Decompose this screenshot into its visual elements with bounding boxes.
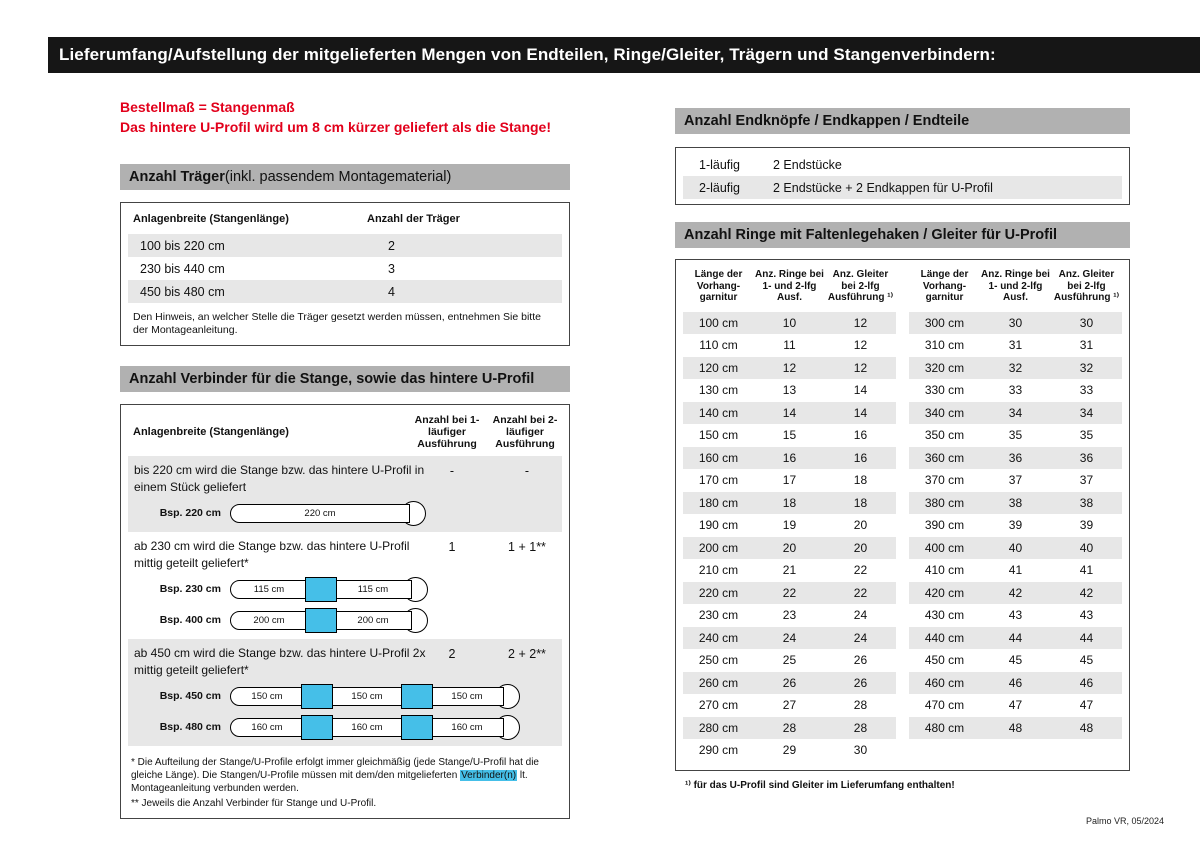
- page-title-bar: [48, 37, 1200, 73]
- rod-segment: 150 cm: [330, 687, 404, 706]
- endteile-table: [675, 147, 1130, 205]
- rings-gleiter-cell: 24: [853, 630, 868, 645]
- rings-ringe-cell: 28: [782, 720, 797, 735]
- rings-col1-header: Länge der Vorhang-garnitur: [694, 269, 743, 303]
- page-footer: Palmo VR, 05/2024: [1085, 816, 1164, 826]
- rings-row: [909, 334, 1122, 357]
- footnote1-post: lt. Montageanleitung verbunden werden.: [131, 770, 528, 794]
- rings-gleiter-cell: 26: [853, 653, 868, 668]
- rings-gleiter-cell: 14: [853, 405, 868, 420]
- rings-length-cell: 100 cm: [698, 315, 739, 330]
- rings-row: [909, 537, 1122, 560]
- rings-ringe-cell: 31: [1008, 338, 1023, 353]
- rings-gleiter-cell: 45: [1079, 653, 1094, 668]
- traeger-col1-header: Anlagenbreite (Stangenlänge): [133, 213, 289, 225]
- verbinder-sections: [121, 456, 569, 746]
- rings-length-cell: 480 cm: [924, 720, 965, 735]
- rings-length-cell: 360 cm: [924, 450, 965, 465]
- rings-gleiter-cell: 30: [1079, 315, 1094, 330]
- rings-ringe-cell: 33: [1008, 383, 1023, 398]
- rings-row: [909, 672, 1122, 695]
- rings-gleiter-cell: 16: [853, 450, 868, 465]
- rings-row: [683, 357, 896, 380]
- rings-length-cell: 120 cm: [698, 360, 739, 375]
- rings-gleiter-cell: 39: [1079, 518, 1094, 533]
- rings-length-cell: 240 cm: [698, 630, 739, 645]
- rings-length-cell: 140 cm: [698, 405, 739, 420]
- rod-example-row: [128, 713, 562, 741]
- rings-length-cell: 270 cm: [698, 698, 739, 713]
- ringe-heading-text: Anzahl Ringe mit Faltenlegehaken / Gleiter für U-Profil: [684, 227, 1058, 243]
- rings-length-cell: 300 cm: [924, 315, 965, 330]
- rings-ringe-cell: 30: [1008, 315, 1023, 330]
- endteile-row: [683, 176, 1122, 199]
- rings-ringe-cell: 19: [782, 518, 797, 533]
- rings-gleiter-cell: 43: [1079, 608, 1094, 623]
- rings-col1-header: Länge der Vorhang-garnitur: [920, 269, 969, 303]
- rings-length-cell: 310 cm: [924, 338, 965, 353]
- rod-connector-icon: [301, 715, 333, 740]
- rod-connector-icon: [305, 608, 337, 633]
- rings-row: [683, 334, 896, 357]
- rings-table1-body: [683, 312, 896, 762]
- rings-table1-header: [683, 266, 896, 312]
- rings-length-cell: 290 cm: [698, 743, 739, 758]
- rings-ringe-cell: 10: [782, 315, 797, 330]
- rings-length-cell: 420 cm: [924, 585, 965, 600]
- rings-row: [683, 694, 896, 717]
- rings-row: [683, 739, 896, 762]
- verbinder-section: [128, 456, 562, 532]
- rings-gleiter-cell: 22: [853, 585, 868, 600]
- rings-row: [683, 312, 896, 335]
- rings-row: [909, 514, 1122, 537]
- rings-gleiter-cell: 42: [1079, 585, 1094, 600]
- traeger-heading-bold: Anzahl Träger: [129, 169, 225, 185]
- rings-row: [683, 627, 896, 650]
- rings-gleiter-cell: 18: [853, 495, 868, 510]
- verbinder-section-text: ab 450 cm wird die Stange bzw. das hintere U-Profil 2x mittig geteilt geliefert*: [134, 646, 426, 677]
- rings-row: [683, 559, 896, 582]
- rod-example-row: [128, 682, 562, 710]
- endteile-value-cell: 2 Endstücke: [773, 157, 842, 172]
- footnote1-pre: * Die Aufteilung der Stange/U-Profile erfolgt immer gleichmäßig (jede Stange/U-Profil hat die gleiche Länge). Die Stangen/U-Profile müssen mit dem/den mitgelieferten: [131, 757, 539, 781]
- rod-connector-icon: [401, 684, 433, 709]
- rings-table-2: [909, 266, 1122, 762]
- rings-length-cell: 200 cm: [698, 540, 739, 555]
- rod-connector-icon: [401, 715, 433, 740]
- rings-ringe-cell: 20: [782, 540, 797, 555]
- ringe-heading: [675, 222, 1130, 248]
- rod-segment: 115 cm: [334, 580, 412, 599]
- rings-row: [683, 672, 896, 695]
- traeger-row: [128, 280, 562, 303]
- rings-ringe-cell: 38: [1008, 495, 1023, 510]
- verbinder-section: [128, 532, 562, 639]
- rings-row: [683, 514, 896, 537]
- order-notice: [120, 97, 570, 137]
- rings-length-cell: 250 cm: [698, 653, 739, 668]
- rings-row: [909, 492, 1122, 515]
- rings-row: [909, 559, 1122, 582]
- rings-gleiter-cell: 20: [853, 540, 868, 555]
- traeger-count-cell: 2: [388, 238, 395, 253]
- rod-segment: 160 cm: [330, 718, 404, 737]
- rod-segment: 200 cm: [230, 611, 308, 630]
- traeger-heading-rest: (inkl. passendem Montagematerial): [224, 169, 452, 185]
- rings-row: [909, 402, 1122, 425]
- rings-length-cell: 380 cm: [924, 495, 965, 510]
- rings-length-cell: 350 cm: [924, 428, 965, 443]
- rings-row: [683, 447, 896, 470]
- rings-col3-header: Anz. Gleiter bei 2-lfg Ausführung ¹⁾: [827, 269, 894, 303]
- footnote1-highlight: Verbinder(n): [461, 770, 517, 781]
- rod-example-label: Bsp. 450 cm: [159, 690, 221, 702]
- rings-gleiter-cell: 30: [853, 743, 868, 758]
- rings-ringe-cell: 41: [1008, 563, 1023, 578]
- rings-col2-header: Anz. Ringe bei 1- und 2-lfg Ausf.: [755, 269, 824, 303]
- rod-example-label: Bsp. 230 cm: [159, 583, 221, 595]
- rings-table-1: [683, 266, 896, 762]
- rings-ringe-cell: 39: [1008, 518, 1023, 533]
- rings-length-cell: 210 cm: [698, 563, 739, 578]
- rod-connector-icon: [305, 577, 337, 602]
- endteile-type-cell: 2-läufig: [699, 180, 740, 195]
- rings-row: [909, 447, 1122, 470]
- rings-gleiter-cell: 12: [853, 360, 868, 375]
- verbinder-count-1lfg: -: [449, 464, 455, 478]
- rings-ringe-cell: 27: [782, 698, 797, 713]
- endteile-heading: [675, 108, 1130, 134]
- rings-table2-body: [909, 312, 1122, 740]
- rod-diagram: [230, 608, 428, 633]
- rings-length-cell: 370 cm: [924, 473, 965, 488]
- rings-ringe-cell: 25: [782, 653, 797, 668]
- rings-length-cell: 110 cm: [699, 338, 738, 353]
- rod-segment: 200 cm: [334, 611, 412, 630]
- rings-length-cell: 160 cm: [698, 450, 739, 465]
- traeger-row: [128, 257, 562, 280]
- rings-length-cell: 410 cm: [924, 563, 965, 578]
- rings-row: [683, 537, 896, 560]
- rings-gleiter-cell: 47: [1079, 698, 1094, 713]
- rings-length-cell: 260 cm: [698, 675, 739, 690]
- rings-row: [683, 379, 896, 402]
- rings-length-cell: 330 cm: [924, 383, 965, 398]
- rings-gleiter-cell: 40: [1079, 540, 1094, 555]
- verbinder-footnote-1: [131, 756, 559, 795]
- rings-ringe-cell: 18: [782, 495, 797, 510]
- verbinder-section-text: ab 230 cm wird die Stange bzw. das hintere U-Profil mittig geteilt geliefert*: [134, 539, 410, 570]
- rod-segment: 115 cm: [230, 580, 308, 599]
- rings-length-cell: 440 cm: [924, 630, 965, 645]
- rod-segment: 150 cm: [230, 687, 304, 706]
- traeger-count-cell: 3: [388, 261, 395, 276]
- rings-row: [683, 582, 896, 605]
- rings-gleiter-cell: 22: [853, 563, 868, 578]
- rod-example-row: [128, 499, 562, 527]
- rings-row: [909, 379, 1122, 402]
- rod-segment: 160 cm: [230, 718, 304, 737]
- rod-example-row: [128, 606, 562, 634]
- rings-ringe-cell: 43: [1008, 608, 1023, 623]
- rings-ringe-cell: 11: [783, 338, 796, 353]
- rings-row: [909, 357, 1122, 380]
- rings-ringe-cell: 23: [782, 608, 797, 623]
- rings-col3-header: Anz. Gleiter bei 2-lfg Ausführung ¹⁾: [1053, 269, 1120, 303]
- rings-row: [683, 492, 896, 515]
- verbinder-col1-header: Anlagenbreite (Stangenlänge): [133, 426, 289, 438]
- rings-ringe-cell: 26: [782, 675, 797, 690]
- rod-segment: 160 cm: [430, 718, 504, 737]
- rings-ringe-cell: 37: [1008, 473, 1023, 488]
- verbinder-heading-text: Anzahl Verbinder für die Stange, sowie das hintere U-Profil: [129, 371, 535, 387]
- rings-gleiter-cell: 32: [1079, 360, 1094, 375]
- rings-gleiter-cell: 16: [853, 428, 868, 443]
- rings-gleiter-cell: 14: [853, 383, 868, 398]
- endteile-table-body: [676, 153, 1129, 199]
- rod-diagram: [230, 577, 428, 602]
- rings-length-cell: 450 cm: [924, 653, 965, 668]
- traeger-heading: [120, 164, 570, 190]
- rings-length-cell: 340 cm: [924, 405, 965, 420]
- endteile-value-cell: 2 Endstücke + 2 Endkappen für U-Profil: [773, 180, 993, 195]
- rings-gleiter-cell: 46: [1079, 675, 1094, 690]
- rings-row: [683, 717, 896, 740]
- verbinder-table: [120, 404, 570, 819]
- verbinder-section-text: bis 220 cm wird die Stange bzw. das hintere U-Profil in einem Stück geliefert: [134, 463, 425, 494]
- verbinder-col2-header: Anzahl bei 1-läufiger Ausführung: [414, 414, 480, 450]
- traeger-range-cell: 230 bis 440 cm: [140, 261, 225, 276]
- verbinder-footnote-2: ** Jeweils die Anzahl Verbinder für Stange und U-Profil.: [131, 798, 377, 809]
- rings-gleiter-cell: 28: [853, 720, 868, 735]
- endteile-heading-text: Anzahl Endknöpfe / Endkappen / Endteile: [684, 113, 970, 129]
- rings-length-cell: 190 cm: [698, 518, 739, 533]
- rings-ringe-cell: 17: [782, 473, 797, 488]
- rings-ringe-cell: 48: [1008, 720, 1023, 735]
- rings-ringe-cell: 42: [1008, 585, 1023, 600]
- verbinder-col3-header: Anzahl bei 2-läufiger Ausführung: [492, 414, 558, 450]
- rod-example-label: Bsp. 480 cm: [159, 721, 221, 733]
- rings-row: [909, 312, 1122, 335]
- verbinder-count-1lfg: 2: [448, 647, 456, 661]
- rod-segment: 220 cm: [230, 504, 410, 523]
- rod-segment: 150 cm: [430, 687, 504, 706]
- rings-ringe-cell: 22: [782, 585, 797, 600]
- verbinder-table-header: [121, 405, 569, 456]
- rings-gleiter-cell: 38: [1079, 495, 1094, 510]
- rings-ringe-cell: 21: [782, 563, 797, 578]
- rings-length-cell: 320 cm: [924, 360, 965, 375]
- rings-ringe-cell: 45: [1008, 653, 1023, 668]
- verbinder-section: [128, 639, 562, 746]
- rings-length-cell: 460 cm: [924, 675, 965, 690]
- rod-example-label: Bsp. 400 cm: [159, 614, 221, 626]
- rings-row: [683, 649, 896, 672]
- traeger-col2-header: Anzahl der Träger: [367, 213, 460, 225]
- verbinder-count-2lfg: 1 + 1**: [508, 540, 546, 554]
- rings-ringe-cell: 32: [1008, 360, 1023, 375]
- rings-ringe-cell: 44: [1008, 630, 1023, 645]
- rod-diagram: [230, 684, 520, 709]
- rings-row: [909, 627, 1122, 650]
- rings-gleiter-cell: 12: [853, 338, 868, 353]
- rings-ringe-cell: 47: [1008, 698, 1023, 713]
- rings-gleiter-cell: 24: [853, 608, 868, 623]
- rings-gleiter-cell: 36: [1079, 450, 1094, 465]
- rings-ringe-cell: 15: [782, 428, 797, 443]
- rings-gleiter-cell: 31: [1079, 338, 1094, 353]
- notice-line1: Bestellmaß = Stangenmaß: [120, 99, 295, 115]
- rings-length-cell: 180 cm: [698, 495, 739, 510]
- rings-length-cell: 390 cm: [924, 518, 965, 533]
- traeger-table-header: [121, 209, 569, 234]
- rings-ringe-cell: 12: [782, 360, 797, 375]
- rings-row: [909, 604, 1122, 627]
- rod-diagram: [230, 715, 520, 740]
- rings-ringe-cell: 13: [782, 383, 797, 398]
- rings-gleiter-cell: 44: [1079, 630, 1094, 645]
- rings-ringe-cell: 24: [782, 630, 797, 645]
- rings-footnote: ¹⁾ für das U-Profil sind Gleiter im Lieferumfang enthalten!: [685, 779, 955, 791]
- traeger-table: [120, 202, 570, 346]
- rod-diagram: [230, 501, 426, 526]
- rings-gleiter-cell: 18: [853, 473, 868, 488]
- rings-ringe-cell: 35: [1008, 428, 1023, 443]
- rings-row: [909, 424, 1122, 447]
- verbinder-heading: [120, 366, 570, 392]
- traeger-range-cell: 450 bis 480 cm: [140, 284, 225, 299]
- rings-length-cell: 280 cm: [698, 720, 739, 735]
- rings-gleiter-cell: 26: [853, 675, 868, 690]
- rings-length-cell: 470 cm: [924, 698, 965, 713]
- rings-ringe-cell: 16: [782, 450, 797, 465]
- rings-row: [909, 469, 1122, 492]
- rings-row: [909, 717, 1122, 740]
- notice-line2: Das hintere U-Profil wird um 8 cm kürzer geliefert als die Stange!: [120, 119, 552, 135]
- rings-gleiter-cell: 35: [1079, 428, 1094, 443]
- rings-ringe-cell: 29: [782, 743, 797, 758]
- rings-gleiter-cell: 12: [853, 315, 868, 330]
- left-column: [120, 97, 570, 819]
- traeger-note: Den Hinweis, an welcher Stelle die Träger gesetzt werden müssen, entnehmen Sie bitte der Montageanleitung.: [133, 311, 541, 336]
- rings-ringe-cell: 34: [1008, 405, 1023, 420]
- endteile-row: [683, 153, 1122, 176]
- rings-length-cell: 130 cm: [698, 383, 739, 398]
- rings-length-cell: 150 cm: [698, 428, 739, 443]
- traeger-row: [128, 234, 562, 257]
- rings-row: [683, 469, 896, 492]
- rings-ringe-cell: 14: [782, 405, 797, 420]
- rings-gleiter-cell: 34: [1079, 405, 1094, 420]
- verbinder-count-2lfg: 2 + 2**: [508, 647, 546, 661]
- rings-row: [909, 582, 1122, 605]
- rod-connector-icon: [301, 684, 333, 709]
- rings-row: [683, 402, 896, 425]
- rings-gleiter-cell: 28: [853, 698, 868, 713]
- page-title: Lieferumfang/Aufstellung der mitgelieferten Mengen von Endteilen, Ringe/Gleiter, Trägern und Stangenverbindern:: [59, 45, 996, 64]
- rings-gleiter-cell: 20: [853, 518, 868, 533]
- right-column: [675, 108, 1130, 791]
- rings-gleiter-cell: 48: [1079, 720, 1094, 735]
- rings-ringe-cell: 46: [1008, 675, 1023, 690]
- rings-length-cell: 430 cm: [924, 608, 965, 623]
- verbinder-count-2lfg: -: [524, 464, 530, 478]
- rings-ringe-cell: 36: [1008, 450, 1023, 465]
- rings-length-cell: 220 cm: [698, 585, 739, 600]
- verbinder-footnotes: [121, 746, 569, 818]
- rings-gleiter-cell: 37: [1079, 473, 1094, 488]
- rod-example-row: [128, 575, 562, 603]
- rings-ringe-cell: 40: [1008, 540, 1023, 555]
- rings-row: [683, 604, 896, 627]
- rings-row: [683, 424, 896, 447]
- rings-row: [909, 649, 1122, 672]
- rings-gleiter-cell: 33: [1079, 383, 1094, 398]
- rings-table2-header: [909, 266, 1122, 312]
- endteile-type-cell: 1-läufig: [699, 157, 740, 172]
- rod-example-label: Bsp. 220 cm: [159, 507, 221, 519]
- verbinder-count-1lfg: 1: [448, 540, 456, 554]
- rings-length-cell: 230 cm: [698, 608, 739, 623]
- rings-col2-header: Anz. Ringe bei 1- und 2-lfg Ausf.: [981, 269, 1050, 303]
- traeger-table-body: [121, 234, 569, 303]
- rings-length-cell: 400 cm: [924, 540, 965, 555]
- traeger-range-cell: 100 bis 220 cm: [140, 238, 225, 253]
- rings-gleiter-cell: 41: [1079, 563, 1094, 578]
- traeger-count-cell: 4: [388, 284, 395, 299]
- rings-length-cell: 170 cm: [698, 473, 739, 488]
- rings-tables: [675, 259, 1130, 771]
- rings-row: [909, 694, 1122, 717]
